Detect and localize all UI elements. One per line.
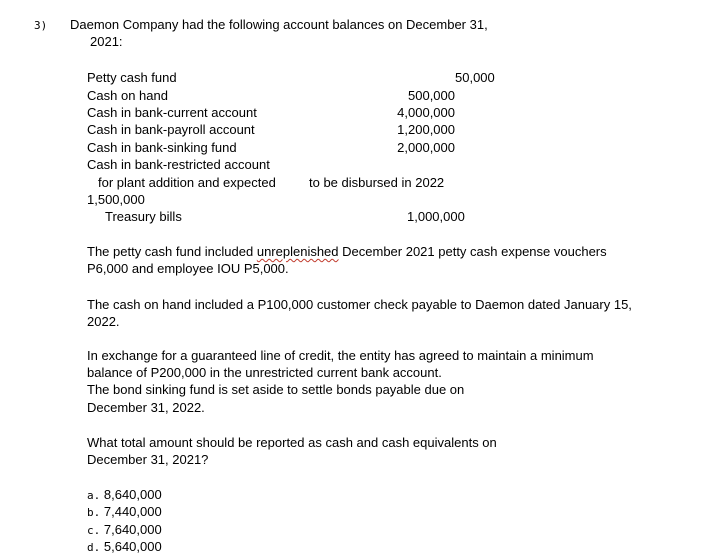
account-label: Petty cash fund: [87, 70, 177, 85]
choice-value: 5,640,000: [103, 539, 162, 554]
note-petty-cash-post: December 2021 petty cash expense vouchers: [338, 244, 607, 259]
note-bond-line2: December 31, 2022.: [87, 400, 205, 415]
note-cash-on-hand-line1: The cash on hand included a P100,000 customer check payable to Daemon dated January 15,: [87, 297, 632, 312]
choice-value: 8,640,000: [103, 487, 162, 502]
account-label: Cash in bank-sinking fund: [87, 140, 237, 155]
choice-letter: c.: [87, 524, 101, 537]
note-credit-line1: In exchange for a guaranteed line of credit, the entity has agreed to maintain a minimum: [87, 348, 594, 363]
question-number: 3): [34, 19, 48, 32]
answer-choice-b[interactable]: [87, 503, 162, 521]
choice-letter: a.: [87, 489, 101, 502]
note-credit-line2: balance of P200,000 in the unrestricted current bank account.: [87, 365, 442, 380]
choice-value: 7,440,000: [103, 504, 162, 519]
choice-letter: b.: [87, 506, 101, 519]
account-amount: 1,200,000: [397, 122, 455, 137]
restricted-account-purpose: for plant addition and expected: [98, 175, 276, 190]
account-amount: 4,000,000: [397, 105, 455, 120]
choice-value: 7,640,000: [103, 522, 162, 537]
note-bond-line1: The bond sinking fund is set aside to settle bonds payable due on: [87, 382, 465, 397]
account-amount: 500,000: [408, 88, 455, 103]
account-label: Cash in bank-current account: [87, 105, 257, 120]
note-petty-cash-line1: [87, 243, 607, 260]
answer-choice-c[interactable]: [87, 521, 162, 539]
note-petty-cash-line2: P6,000 and employee IOU P5,000.: [87, 261, 289, 276]
question-prompt-line2: December 31, 2021?: [87, 452, 209, 467]
note-petty-cash-pre: The petty cash fund included: [87, 244, 257, 259]
restricted-account-amount: 1,500,000: [87, 192, 145, 207]
question-text-line2: 2021:: [90, 34, 123, 49]
restricted-account-timing: to be disbursed in 2022: [309, 175, 445, 190]
account-label: Cash on hand: [87, 88, 168, 103]
treasury-bills-label: Treasury bills: [105, 209, 182, 224]
choice-letter: d.: [87, 541, 101, 554]
account-amount: 50,000: [455, 70, 495, 85]
treasury-bills-amount: 1,000,000: [407, 209, 465, 224]
spellcheck-flagged-word: unreplenished: [256, 244, 339, 259]
answer-choice-a[interactable]: [87, 486, 162, 504]
account-amount: 2,000,000: [397, 140, 455, 155]
note-cash-on-hand-line2: 2022.: [87, 314, 120, 329]
answer-choice-d[interactable]: [87, 538, 162, 556]
restricted-account-label: Cash in bank-restricted account: [87, 157, 270, 172]
question-text-line1: Daemon Company had the following account balances on December 31,: [70, 17, 488, 32]
account-label: Cash in bank-payroll account: [87, 122, 255, 137]
question-prompt-line1: What total amount should be reported as cash and cash equivalents on: [87, 435, 497, 450]
